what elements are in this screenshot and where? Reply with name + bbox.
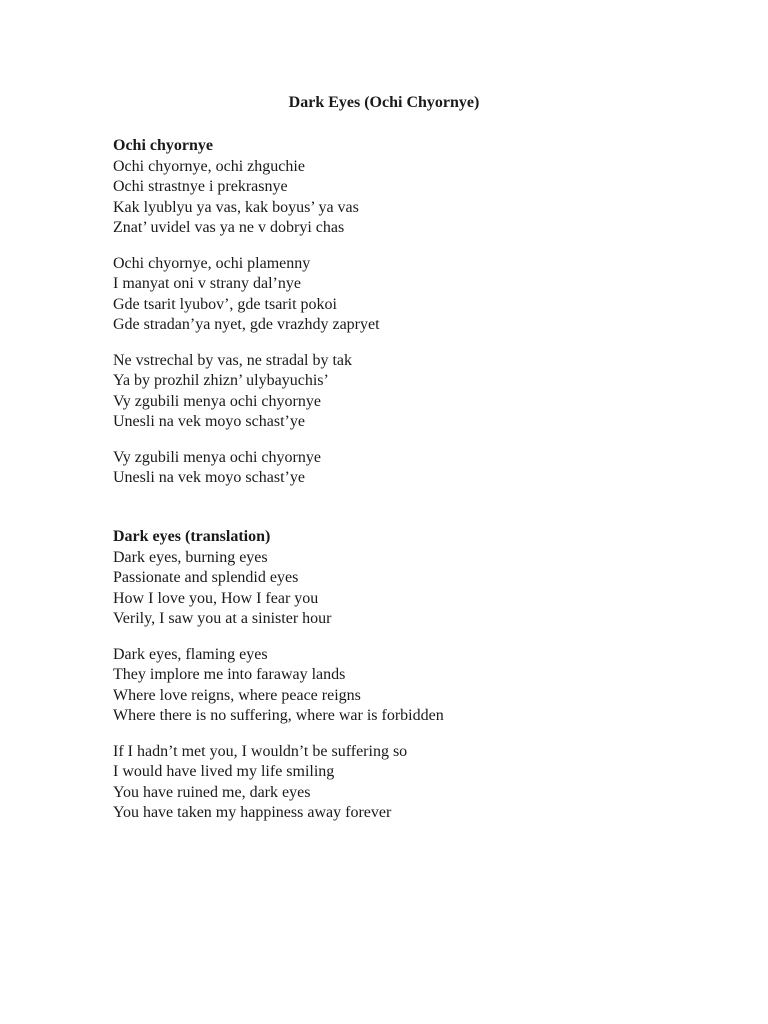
- lyric-line: Unesli na vek moyo schast’ye: [113, 469, 305, 486]
- section-translation: [113, 527, 713, 824]
- stanza-original-3: [113, 351, 713, 433]
- lyric-line: You have ruined me, dark eyes: [113, 783, 311, 801]
- lyric-line: You have taken my happiness away forever: [113, 804, 392, 821]
- lyric-line: Vy zgubili menya ochi chyornye: [113, 392, 321, 410]
- lyric-line: I manyat oni v strany dal’nye: [113, 275, 301, 292]
- lyric-line: Dark eyes, burning eyes: [113, 548, 268, 566]
- lyric-line: Unesli na vek moyo schast’ye: [113, 413, 305, 430]
- section-heading-translation: Dark eyes (translation): [113, 528, 271, 545]
- lyric-line: Where love reigns, where peace reigns: [113, 686, 361, 704]
- lyric-line: If I hadn’t met you, I wouldn’t be suffering so: [113, 742, 408, 760]
- lyric-line: Vy zgubili menya ochi chyornye: [113, 448, 321, 466]
- stanza-original-4: [113, 448, 713, 489]
- lyric-line: They implore me into faraway lands: [113, 666, 346, 683]
- lyric-line: I would have lived my life smiling: [113, 763, 335, 780]
- lyric-line: Passionate and splendid eyes: [113, 569, 299, 586]
- lyric-line: Ochi chyornye, ochi zhguchie: [113, 157, 305, 175]
- stanza-translation-2: [113, 645, 713, 727]
- lyric-line: Verily, I saw you at a sinister hour: [113, 610, 332, 627]
- lyric-line: Gde tsarit lyubov’, gde tsarit pokoi: [113, 295, 337, 313]
- section-heading-original: Ochi chyornye: [113, 137, 213, 154]
- lyric-line: Ya by prozhil zhizn’ ulybayuchis’: [113, 372, 329, 389]
- stanza-translation-3: [113, 742, 713, 824]
- stanza-translation-1: [113, 548, 713, 630]
- lyric-line: Ne vstrechal by vas, ne stradal by tak: [113, 351, 353, 369]
- lyric-line: Where there is no suffering, where war is forbidden: [113, 707, 444, 724]
- lyric-line: Ochi strastnye i prekrasnye: [113, 178, 288, 195]
- lyric-line: Gde stradan’ya nyet, gde vrazhdy zapryet: [113, 316, 380, 333]
- lyric-line: Dark eyes, flaming eyes: [113, 645, 268, 663]
- lyric-line: How I love you, How I fear you: [113, 589, 319, 607]
- lyric-line: Znat’ uvidel vas ya ne v dobryi chas: [113, 219, 345, 236]
- stanza-original-2: [113, 254, 713, 336]
- lyric-line: Ochi chyornye, ochi plamenny: [113, 254, 311, 272]
- lyric-line: Kak lyublyu ya vas, kak boyus’ ya vas: [113, 198, 359, 216]
- section-original: [113, 136, 713, 489]
- document-title: Dark Eyes (Ochi Chyornye): [288, 94, 480, 111]
- stanza-original-1: [113, 157, 713, 239]
